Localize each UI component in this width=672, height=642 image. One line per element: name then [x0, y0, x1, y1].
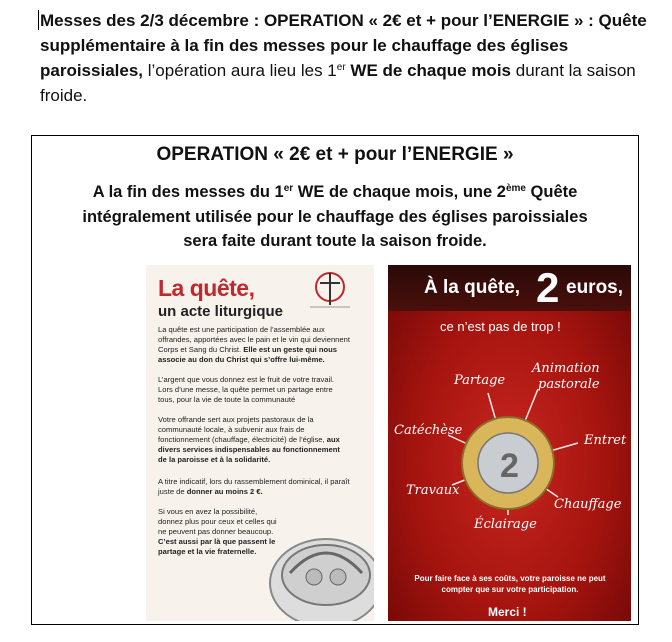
box-line-1b: WE de chaque mois, une 2: [297, 183, 506, 201]
leaflet-subtitle: un acte liturgique: [158, 303, 284, 320]
box-line-3: sera faite durant toute la saison froide.: [183, 232, 487, 250]
leaflet-title: La quête,: [158, 275, 255, 301]
offering-basket-icon: [266, 513, 374, 621]
leaflet-right-footer: Pour faire face à ses coûts, votre paroisse ne peut compter que sur votre participation.: [414, 574, 606, 594]
leaflet-p5-text: Si vous en avez la possibilité, donnez plus pour ceux et celles qui ne peuvent pas donner beaucoup.: [158, 507, 277, 536]
word-chauffage: Chauffage: [554, 497, 622, 512]
box-sup-2: ème: [505, 183, 526, 194]
intro-sup: er: [336, 62, 346, 73]
box-body: [32, 180, 638, 254]
leaflet-p4-bold: donner au moins 2 €.: [186, 487, 263, 496]
leaflet-right-head-b: euros,: [566, 277, 624, 298]
box-title: OPERATION « 2€ et + pour l’ENERGIE »: [156, 144, 514, 165]
leaflet-right-head-a: À la quête,: [424, 277, 521, 298]
two-euro-coin-icon: [460, 415, 556, 511]
parish-logo-icon: [306, 269, 354, 309]
leaflet-right-image: [388, 265, 631, 621]
leaflet-p3: [158, 415, 350, 465]
leaflet-p4-text: A titre indicatif, lors du rassemblement dominical, il paraît juste de: [158, 477, 350, 496]
word-travaux: Travaux: [406, 483, 460, 498]
leaflet-p1-text: La quête est une participation de l’assemblée aux offrandes, apportées avec le pain et le vin qui deviennent Corps et Sang du Christ.: [158, 325, 350, 354]
leaflet-p5: [158, 507, 278, 557]
leaflet-p5-bold: C’est aussi par là que passent le partage et la vie fraternelle.: [158, 537, 276, 556]
word-catechese: Catéchèse: [394, 423, 463, 438]
intro-paragraph: [40, 8, 660, 108]
leaflet-right-merci: Merci !: [488, 605, 527, 619]
box-line-1: [32, 180, 638, 205]
intro-bold-2: WE de chaque mois: [350, 61, 511, 80]
box-line-1c: Quête: [530, 183, 578, 201]
leaflet-p3-text: Votre offrande sert aux projets pastoraux de la communauté locale, à subvenir aux frais de fonctionnement (chauffage, électricité) de l’église,: [158, 415, 325, 444]
leaflet-p3-bold: aux divers services indispensables au fonctionnement de la paroisse et à la solidarité.: [158, 435, 340, 464]
intro-text-2: durant la saison froide.: [40, 61, 636, 105]
box-sup-1: er: [283, 183, 294, 194]
leaflet-p2: L’argent que vous donnez est le fruit de votre travail. Lors d’une messe, la quête permet un partage entre tous, pour la vie de toute la communauté: [158, 375, 335, 404]
word-partage: Partage: [454, 373, 506, 388]
text-cursor: [38, 10, 39, 30]
intro-bold: Messes des 2/3 décembre : OPERATION « 2€ et + pour l’ENERGIE » : Quête supplémentaire à la fin des messes pour le chauffage des églises paroissiales,: [40, 11, 647, 80]
leaflet-left-image: [146, 265, 374, 621]
leaflet-right-sub: ce n’est pas de trop !: [440, 319, 561, 334]
word-animation: Animation: [532, 361, 600, 376]
word-entretien: Entret: [584, 433, 627, 448]
leaflet-p1: [158, 325, 350, 365]
leaflet-right-head-2: 2: [536, 265, 560, 311]
box-line-1a: A la fin des messes du 1: [92, 183, 284, 201]
svg-text:2: 2: [500, 447, 519, 485]
leaflet-p1-bold: Elle est un geste qui nous associe au don du Christ qui s’offre lui-même.: [158, 345, 337, 364]
box-line-2: intégralement utilisée pour le chauffage des églises paroissiales: [82, 207, 588, 226]
word-pastorale: pastorale: [538, 377, 600, 392]
leaflet-p4: [158, 477, 350, 497]
word-eclairage: Éclairage: [474, 517, 537, 532]
intro-text: l’opération aura lieu les 1: [147, 61, 337, 80]
